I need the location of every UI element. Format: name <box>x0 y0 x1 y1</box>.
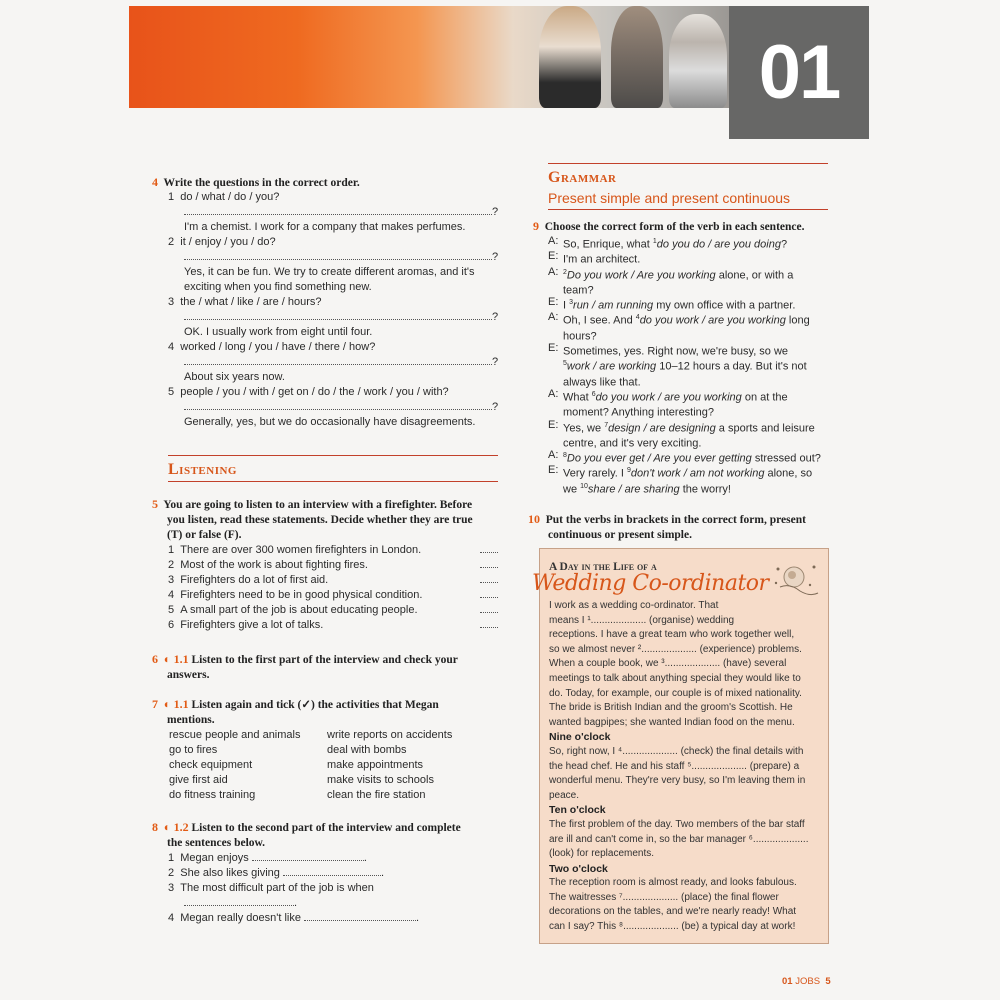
article-time-heading: Nine o'clock <box>549 731 611 744</box>
item-text: The most difficult part of the job is when <box>180 882 374 894</box>
exercise-number: 4 <box>152 175 158 189</box>
article-line: The bride is British Indian and the groom's Scottish. He <box>549 702 793 714</box>
item-text: Most of the work is about fighting fires. <box>180 559 368 571</box>
dialogue-text: team? <box>563 284 594 297</box>
article-line: wonderful menu. They're very busy, so I'm leaving them in <box>549 775 806 787</box>
dialogue-line <box>548 448 838 463</box>
answer-blank[interactable] <box>480 573 498 583</box>
audio-track-number: 1.2 <box>173 820 189 834</box>
verb-choice[interactable]: run / am running <box>573 299 654 312</box>
article-title: Wedding Co-ordinator <box>532 571 769 596</box>
question-mark: ? <box>492 311 499 323</box>
list-item <box>168 603 500 618</box>
item-number: 4 <box>168 589 175 601</box>
activities-column-1 <box>169 728 300 803</box>
audio-track-number: 1.1 <box>173 652 189 666</box>
item-text: There are over 300 women firefighters in London. <box>180 544 422 556</box>
item-text: Megan really doesn't like <box>180 912 301 924</box>
exercise-instruction: Listen to the first part of the interview and check your <box>191 654 458 666</box>
article-time-heading: Ten o'clock <box>549 804 606 817</box>
item-answer: About six years now. <box>184 371 285 383</box>
question-mark: ? <box>492 206 499 218</box>
article-line[interactable]: the head chef. He and his staff ⁵.................... (prepare) a <box>549 760 800 772</box>
speaker: E: <box>548 296 559 309</box>
article-line: peace. <box>549 789 580 801</box>
verb-choice[interactable]: Do you work / Are you working <box>566 269 716 282</box>
dialogue-line <box>548 265 838 280</box>
question-item <box>168 190 498 205</box>
exercise-instruction: You are going to listen to an interview with a firefighter. Before <box>163 499 473 511</box>
item-number: 1 <box>168 852 175 864</box>
person-photo <box>611 6 663 108</box>
activity-item[interactable]: clean the fire station <box>327 789 426 801</box>
magazine-article-box <box>532 548 829 944</box>
question-item <box>168 340 498 355</box>
activities-column-2 <box>327 728 452 803</box>
audio-icon[interactable]: ◐ <box>163 822 171 834</box>
exercise-9-heading <box>533 219 805 235</box>
gap-number: 5 <box>563 360 567 368</box>
gap-number: 8 <box>563 452 567 460</box>
article-line[interactable]: are ill and can't come in, so the bar manager ⁶.................... <box>549 833 809 845</box>
speaker: A: <box>548 311 559 324</box>
exercise-8-heading <box>152 820 461 851</box>
dialogue-line <box>548 356 838 374</box>
question-item <box>168 385 498 400</box>
activity-item[interactable]: rescue people and animals <box>169 729 301 741</box>
article-line: I work as a wedding co-ordinator. That <box>549 600 719 611</box>
item-text: A small part of the job is about educating people. <box>180 604 418 616</box>
speaker: E: <box>548 418 559 431</box>
answer-blank[interactable] <box>480 558 498 568</box>
article-line[interactable]: The waitresses ⁷.................... (place) the final flower <box>549 891 779 903</box>
dialogue-text: Very rarely. I <box>563 468 627 481</box>
item-number: 3 <box>168 296 175 308</box>
article-line[interactable]: When a couple book, we ³.................... (have) several <box>549 658 787 670</box>
audio-icon[interactable]: ◐ <box>163 699 171 711</box>
speaker: E: <box>548 250 559 263</box>
speaker: A: <box>548 387 559 400</box>
item-number: 3 <box>168 882 175 894</box>
exercise-instruction: the sentences below. <box>167 837 266 849</box>
dialogue-line <box>548 387 838 402</box>
article-line: meetings to talk about anything special they would like to <box>549 672 801 684</box>
grammar-section-title: Grammar <box>548 169 617 186</box>
dialogue-text: I'm an architect. <box>563 253 641 266</box>
dialogue-text: always like that. <box>563 376 641 389</box>
article-line: receptions. I have a great team who work together well, <box>549 629 795 641</box>
dialogue-line <box>548 295 838 310</box>
answer-blank[interactable] <box>480 588 498 598</box>
answer-line[interactable]: . <box>184 896 419 911</box>
answer-blank[interactable] <box>480 603 498 613</box>
item-number: 6 <box>168 619 175 631</box>
item-prompt: do / what / do / you? <box>180 191 280 203</box>
list-item: 1 Megan enjoys . <box>168 852 367 864</box>
item-number: 2 <box>168 559 175 571</box>
exercise-4-items <box>168 190 498 430</box>
article-line[interactable]: means I ¹.................... (organise) wedding <box>549 614 735 626</box>
speaker: A: <box>548 265 559 278</box>
item-number: 3 <box>168 574 175 586</box>
item-number: 5 <box>168 604 175 616</box>
item-text: Firefighters need to be in good physical condition. <box>180 589 423 601</box>
question-mark: ? <box>492 251 499 263</box>
header-photo-banner <box>129 6 729 108</box>
gap-number: 4 <box>635 314 640 322</box>
speaker: E: <box>548 464 559 477</box>
dialogue <box>548 234 838 494</box>
dialogue-text: alone, so <box>764 468 813 481</box>
speaker: A: <box>548 449 559 462</box>
gap-number: 2 <box>563 268 567 276</box>
item-number: 1 <box>168 191 175 203</box>
dialogue-text: 10–12 hours a day. But it's not <box>656 361 807 374</box>
exercise-instruction: answers. <box>167 669 210 681</box>
exercise-number: 6 <box>152 652 158 666</box>
answer-line[interactable] <box>184 355 498 370</box>
section-rule <box>168 455 498 456</box>
gap-number: 3 <box>569 299 574 307</box>
section-rule <box>548 163 828 164</box>
gap-number: 1 <box>652 238 657 245</box>
exercise-instruction: Listen again and tick (✓) the activities that Megan <box>191 699 439 711</box>
article-time-heading: Two o'clock <box>549 862 608 875</box>
dialogue-line <box>548 310 838 328</box>
list-item: 2 She also likes giving . <box>168 867 385 879</box>
list-item <box>168 618 500 633</box>
person-photo <box>539 6 601 108</box>
article-line[interactable]: So, right now, I ⁴.................... (check) the final details with <box>549 745 804 757</box>
exercise-5-heading <box>152 497 473 543</box>
verb-choice[interactable]: do you do / are you doing <box>656 238 781 251</box>
dialogue-line <box>548 433 838 448</box>
flower-decoration-icon <box>770 557 822 601</box>
article-line[interactable]: so we almost never ².................... (experience) problems. <box>549 643 802 655</box>
answer-blank[interactable] <box>252 851 364 861</box>
page-footer <box>782 976 831 987</box>
dialogue-text: on at the <box>741 391 788 404</box>
dialogue-text: centre, and it's very exciting. <box>563 437 702 450</box>
answer-blank[interactable] <box>480 618 498 628</box>
item-answer: Yes, it can be fun. We try to create different aromas, and it's <box>184 266 475 278</box>
footer-unit: 01 <box>782 976 793 987</box>
dialogue-text: a sports and leisure <box>715 422 815 435</box>
exercise-instruction: Put the verbs in brackets in the correct form, present <box>545 514 806 526</box>
article-line: The first problem of the day. Two members of the bar staff <box>549 818 805 830</box>
dialogue-line <box>548 234 838 249</box>
person-photo <box>669 14 727 108</box>
dialogue-line <box>548 479 838 494</box>
grammar-subtitle: Present simple and present continuous <box>548 190 791 206</box>
activity-item[interactable]: write reports on accidents <box>327 729 453 741</box>
dialogue-line <box>548 402 838 417</box>
dialogue-text: ? <box>780 238 788 251</box>
exercise-4-heading <box>152 175 360 191</box>
dialogue-line <box>548 249 838 264</box>
dialogue-line <box>548 463 838 481</box>
verb-choice[interactable]: Do you ever get / Are you ever getting <box>566 452 752 465</box>
activity-item[interactable]: make appointments <box>327 759 423 771</box>
answer-blank[interactable] <box>480 543 498 553</box>
item-text: Megan enjoys <box>180 852 249 864</box>
exercise-instruction: Write the questions in the correct order. <box>163 177 360 189</box>
dialogue-text: Yes, we <box>563 422 605 435</box>
answer-blank[interactable] <box>283 866 381 876</box>
item-number: 1 <box>168 544 175 556</box>
exercise-instruction: Choose the correct form of the verb in each sentence. <box>544 221 805 233</box>
item-number: 4 <box>168 912 175 924</box>
list-item <box>168 573 500 588</box>
exercise-number: 7 <box>152 697 158 711</box>
dialogue-line <box>548 326 838 341</box>
question-mark: ? <box>492 401 499 413</box>
exercise-number: 5 <box>152 497 158 511</box>
item-prompt: it / enjoy / you / do? <box>180 236 276 248</box>
gap-number: 7 <box>604 421 609 429</box>
dialogue-line <box>548 341 838 356</box>
exercise-number: 10 <box>528 512 540 526</box>
audio-track-number: 1.1 <box>173 697 189 711</box>
dialogue-text: stressed out? <box>751 452 821 465</box>
item-answer: exciting when you find something new. <box>184 281 372 293</box>
article-line: do. Today, for example, our couple is of mixed nationality. <box>549 687 802 699</box>
list-item <box>168 558 500 573</box>
exercise-number: 9 <box>533 219 539 233</box>
verb-choice[interactable]: work / are working <box>566 361 657 374</box>
exercise-instruction: Listen to the second part of the interview and complete <box>191 822 461 834</box>
list-item <box>168 588 500 603</box>
activity-item[interactable]: make visits to schools <box>327 774 434 786</box>
footer-label: JOBS <box>795 976 821 987</box>
answer-line[interactable] <box>184 250 498 265</box>
page-number: 5 <box>825 976 831 987</box>
item-prompt: people / you / with / get on / do / the / work / you / with? <box>180 386 449 398</box>
dialogue-text: Oh, I see. And <box>563 315 636 328</box>
exercise-10-heading <box>528 512 806 543</box>
exercise-7-heading <box>152 697 439 728</box>
dialogue-text: So, Enrique, what <box>563 238 653 251</box>
exercise-number: 8 <box>152 820 158 834</box>
dialogue-text: long <box>785 315 810 328</box>
exercise-instruction: mentions. <box>167 714 215 726</box>
true-false-list <box>168 543 500 633</box>
completion-list <box>168 851 419 926</box>
activity-item[interactable]: give first aid <box>169 774 228 786</box>
verb-choice[interactable]: design / are designing <box>608 422 716 435</box>
dialogue-text: alone, or with a <box>715 269 794 282</box>
item-answer: I'm a chemist. I work for a company that makes perfumes. <box>184 221 466 233</box>
verb-choice[interactable]: share / are sharing <box>587 483 680 496</box>
unit-number-badge: 01 <box>729 6 869 139</box>
article-line: decorations on the tables, and we're nearly ready! What <box>549 906 797 918</box>
exercise-instruction: continuous or present simple. <box>548 529 692 541</box>
activity-item[interactable]: deal with bombs <box>327 744 407 756</box>
dialogue-line <box>548 418 838 433</box>
section-rule <box>168 481 498 482</box>
dialogue-text: we <box>563 483 581 496</box>
item-text: Firefighters give a lot of talks. <box>180 619 324 631</box>
question-item <box>168 235 498 250</box>
section-rule <box>548 209 828 210</box>
dialogue-text: I <box>563 299 570 312</box>
article-line[interactable]: can I say? This ⁸.................... (be) a typical day at work! <box>549 921 796 933</box>
dialogue-line <box>548 372 838 387</box>
article-kicker: A Day in the Life of a <box>549 561 657 573</box>
exercise-6-heading <box>152 652 458 683</box>
article-line: The reception room is almost ready, and looks fabulous. <box>549 877 797 889</box>
speaker: E: <box>548 342 559 355</box>
answer-line[interactable] <box>184 310 498 325</box>
gap-number: 10 <box>580 482 588 490</box>
audio-icon[interactable]: ◐ <box>163 654 171 666</box>
item-answer: Generally, yes, but we do occasionally have disagreements. <box>184 416 476 428</box>
item-prompt: the / what / like / are / hours? <box>180 296 322 308</box>
answer-line[interactable] <box>184 400 498 415</box>
article-body <box>549 599 825 935</box>
list-item <box>168 543 500 558</box>
verb-choice[interactable]: do you work / are you working <box>595 391 742 404</box>
question-mark: ? <box>492 356 499 368</box>
dialogue-text: hours? <box>563 330 597 343</box>
verb-choice[interactable]: do you work / are you working <box>639 315 786 328</box>
activity-item[interactable]: do fitness training <box>169 789 256 801</box>
verb-choice[interactable]: don't work / am not working <box>630 468 765 481</box>
listening-section-title: Listening <box>168 461 237 478</box>
dialogue-text: the worry! <box>679 483 731 496</box>
question-item <box>168 295 498 310</box>
dialogue-text: my own office with a partner. <box>653 299 796 312</box>
dialogue-text: What <box>563 391 592 404</box>
activity-item[interactable]: check equipment <box>169 759 253 771</box>
item-text: She also likes giving <box>180 867 280 879</box>
speaker: A: <box>548 235 559 247</box>
activity-item[interactable]: go to fires <box>169 744 218 756</box>
article-line: wanted bagpipes; she wanted Indian food on the menu. <box>549 716 795 728</box>
item-number: 4 <box>168 341 175 353</box>
dialogue-text: Sometimes, yes. Right now, we're busy, so we <box>563 345 789 358</box>
item-number: 2 <box>168 867 175 879</box>
answer-blank[interactable] <box>304 911 416 921</box>
list-item <box>168 881 419 896</box>
exercise-instruction: you listen, read these statements. Decide whether they are true <box>167 514 473 526</box>
exercise-instruction: (T) or false (F). <box>167 529 242 541</box>
item-answer: OK. I usually work from eight until four. <box>184 326 373 338</box>
item-text: Firefighters do a lot of first aid. <box>180 574 329 586</box>
item-number: 5 <box>168 386 175 398</box>
list-item: 4 Megan really doesn't like . <box>168 912 420 924</box>
gap-number: 6 <box>591 390 596 398</box>
dialogue-line <box>548 280 838 295</box>
dialogue-text: moment? Anything interesting? <box>563 406 715 419</box>
answer-line[interactable] <box>184 205 498 220</box>
article-line: (look) for replacements. <box>549 848 655 860</box>
gap-number: 9 <box>626 467 631 475</box>
item-prompt: worked / long / you / have / there / how? <box>180 341 376 353</box>
item-number: 2 <box>168 236 175 248</box>
